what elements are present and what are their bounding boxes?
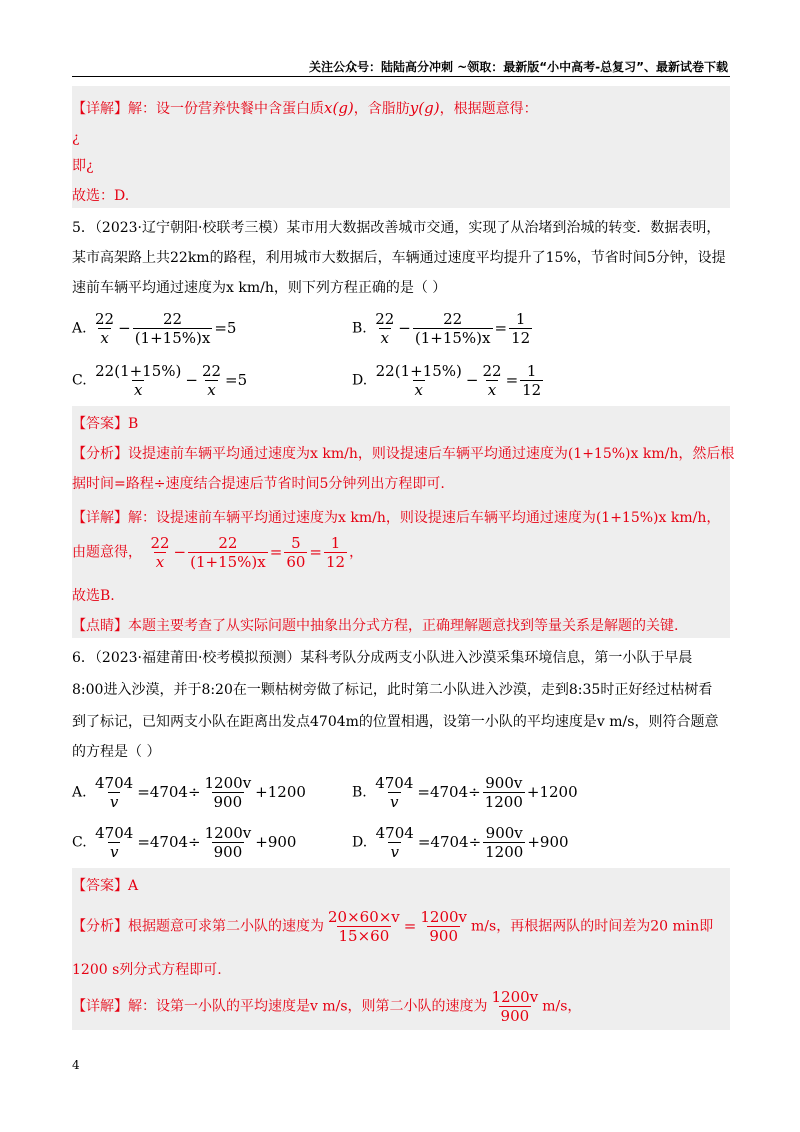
q6-option-d: D. $\frac{4704}{v}$ =4704÷ $\frac{900v}{1200}$ +900	[352, 824, 569, 861]
q5-detail-2: 由题意得， $\frac{22}{x}$ − $\frac{22}{(1+15\%)x}$ = $\frac{5}{60}$ = $\frac{1}{12}$ ，	[72, 534, 364, 571]
page-header: 关注公众号：陆陆高分冲刺 ~领取：最新版“小中高考-总复习”、最新试卷下载	[309, 60, 728, 74]
q6-answer: 【答案】A	[72, 878, 139, 894]
prev-glyph-1: ¿	[72, 130, 80, 146]
q5-comment: 【点睛】本题主要考查了从实际问题中抽象出分式方程，正确理解题意找到等量关系是解题的关键.	[72, 618, 679, 634]
q6-option-a: A. $\frac{4704}{v}$ =4704÷ $\frac{1200v}{900}$ +1200	[72, 774, 306, 811]
q5-line-1: 5．（2023·辽宁朝阳·校联考三模）某市用大数据改善城市交通，实现了从治堵到治城的转变．数据表明，	[72, 220, 721, 236]
q5-analysis-1: 【分析】设提速前车辆平均通过速度为x km/h，则设提速后车辆平均通过速度为(1+15%)x km/h，然后根	[72, 446, 735, 462]
q5-option-d: D. $\frac{22(1+15\%)}{x}$ − $\frac{22}{x}$ = $\frac{1}{12}$	[352, 362, 542, 399]
header-divider	[72, 76, 730, 77]
q6-line-1: 6．（2023·福建莆田·校考模拟预测）某科考队分成两支小队进入沙漠采集环境信息，第一小队于早晨	[72, 650, 693, 666]
q5-line-2: 某市高架路上共22km的路程，利用城市大数据后，车辆通过速度平均提升了15%，节省时间5分钟，设提	[72, 250, 726, 266]
q6-detail: 【详解】解：设第一小队的平均速度是v m/s，则第二小队的速度为 $\frac{1200v}{900}$ m/s，	[72, 988, 582, 1025]
q6-analysis-2: 1200 s列分式方程即可.	[72, 962, 222, 978]
page-number: 4	[72, 1058, 80, 1072]
q5-option-a: A. $\frac{22}{x}$ − $\frac{22}{(1+15\%)x}$ =5	[72, 310, 237, 347]
prev-choose: 故选：D.	[72, 188, 130, 204]
prev-detail-line: 【详解】解：设一份营养快餐中含蛋白质x(g)，含脂肪y(g)，根据题意得：	[72, 99, 538, 117]
prev-glyph-2: 即¿	[72, 158, 94, 174]
q6-line-2: 8:00进入沙漠，并于8:20在一颗枯树旁做了标记，此时第二小队进入沙漠，走到8:35时正好经过枯树看	[72, 682, 713, 698]
q5-detail-1: 【详解】解：设提速前车辆平均通过速度为x km/h，则设提速后车辆平均通过速度为(1+15%)x km/h，	[72, 510, 721, 526]
q5-option-c: C. $\frac{22(1+15\%)}{x}$ − $\frac{22}{x}$ =5	[72, 362, 248, 399]
q6-line-4: 的方程是（ ）	[72, 744, 161, 760]
q5-answer: 【答案】B	[72, 416, 139, 432]
q5-line-3: 速前车辆平均通过速度为x km/h，则下列方程正确的是（ ）	[72, 280, 447, 296]
q6-option-c: C. $\frac{4704}{v}$ =4704÷ $\frac{1200v}{900}$ +900	[72, 824, 297, 861]
q6-analysis-1: 【分析】根据题意可求第二小队的速度为 $\frac{20\times 60\times v}{15\times 60}$ = $\frac{1200v}{900}$ m/s，再根据两队的时间差为20 min即	[72, 908, 714, 945]
q5-option-b: B. $\frac{22}{x}$ − $\frac{22}{(1+15\%)x}$ = $\frac{1}{12}$	[352, 310, 531, 347]
q5-analysis-2: 据时间=路程÷速度结合提速后节省时间5分钟列出方程即可.	[72, 476, 445, 492]
q5-choose: 故选B.	[72, 588, 115, 604]
q6-option-b: B. $\frac{4704}{v}$ =4704÷ $\frac{900v}{1200}$ +1200	[352, 774, 578, 811]
q6-line-3: 到了标记，已知两支小队在距离出发点4704m的位置相遇，设第一小队的平均速度是v m/s，则符合题意	[72, 714, 719, 730]
